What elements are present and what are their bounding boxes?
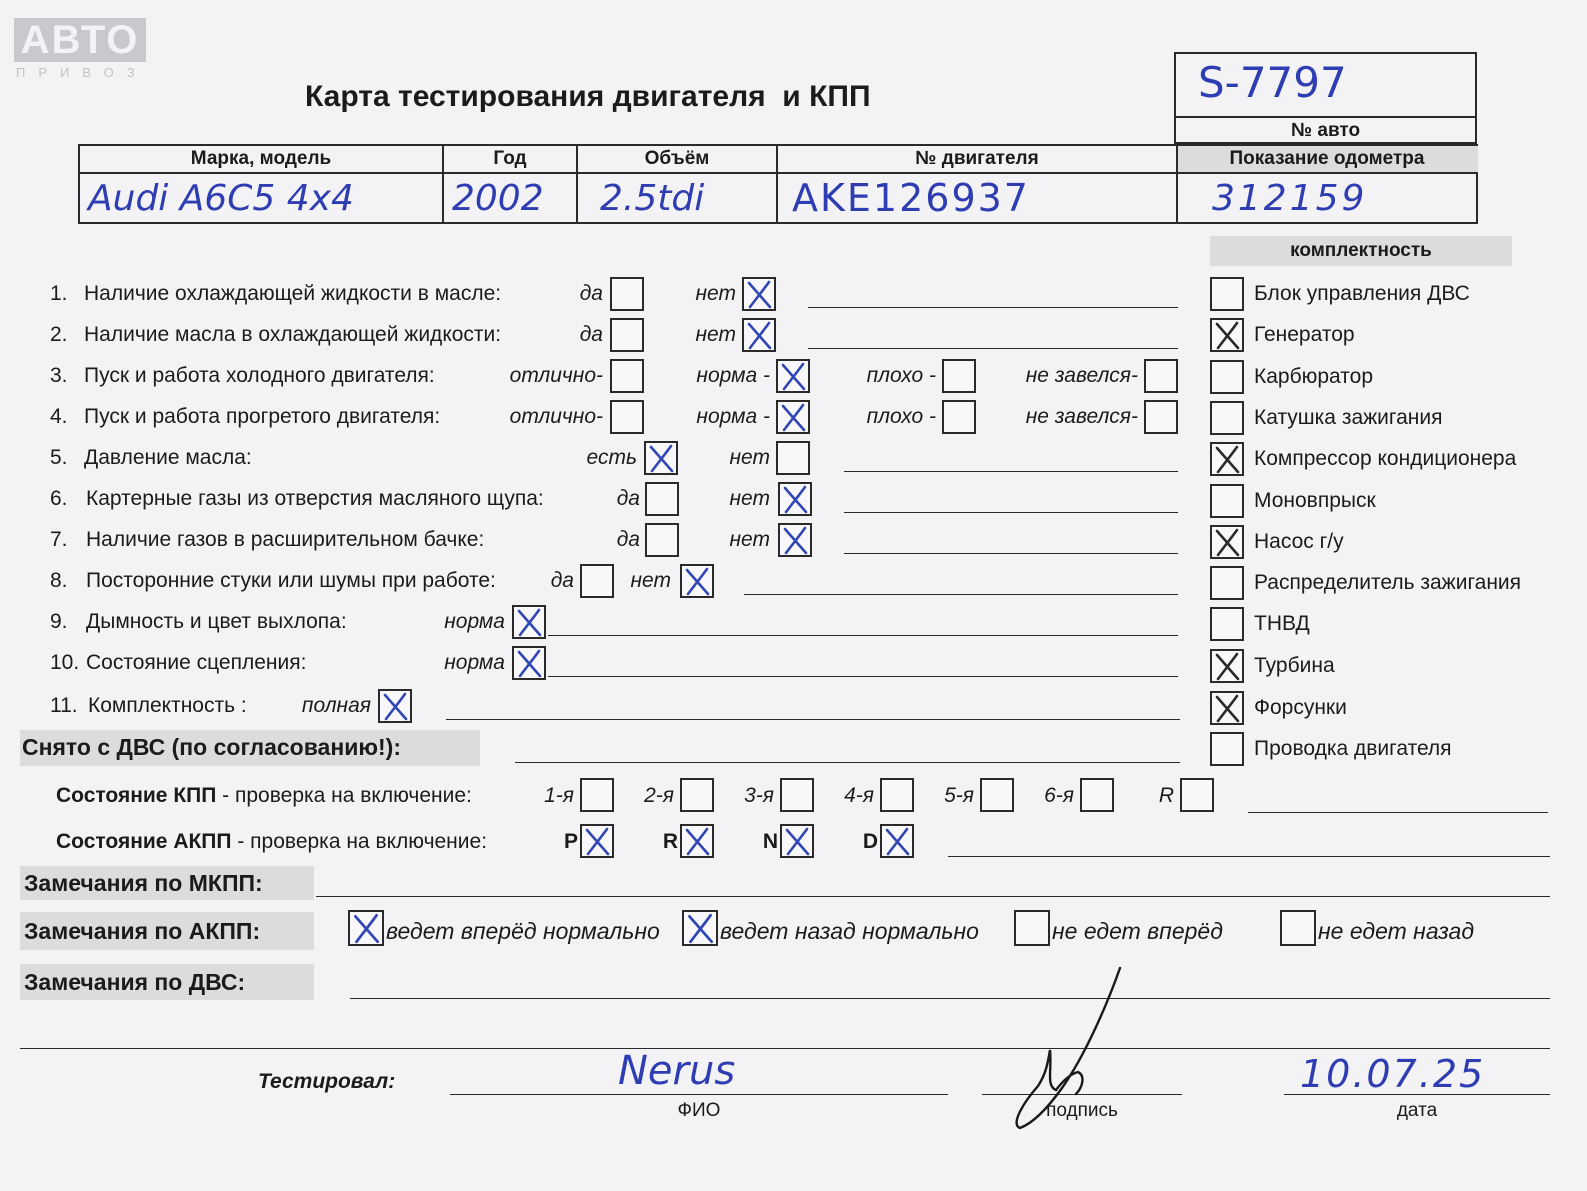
kit-item-label: Компрессор кондиционера [1254, 447, 1517, 470]
check-label: Посторонние стуки или шумы при работе: [86, 569, 496, 592]
option-label: отлично- [509, 364, 603, 387]
option-checkbox[interactable] [512, 605, 546, 639]
kit-checkbox[interactable] [1210, 484, 1244, 518]
check-mark-icon [742, 277, 776, 311]
kit-checkbox[interactable] [1210, 732, 1244, 766]
option-checkbox[interactable] [680, 564, 714, 598]
akpp-remark-checkbox[interactable] [1280, 910, 1316, 946]
removed-line [515, 762, 1180, 763]
check-number: 11. [50, 694, 78, 717]
check-label: Наличие масла в охлаждающей жидкости: [84, 323, 502, 346]
check-number: 1. [50, 282, 68, 305]
check-mark-icon [778, 523, 812, 557]
option-checkbox[interactable] [610, 318, 644, 352]
akpp-gear-checkbox[interactable] [580, 824, 614, 858]
akpp-gear-label: R [662, 830, 678, 853]
check-mark-icon [742, 318, 776, 352]
check-number: 2. [50, 323, 68, 346]
option-checkbox[interactable] [778, 523, 812, 557]
akpp-remark-label: не едет назад [1318, 918, 1475, 944]
date-caption: дата [1396, 1100, 1438, 1121]
check-mark-icon [348, 910, 384, 946]
kit-checkbox[interactable] [1210, 277, 1244, 311]
option-label: да [616, 528, 640, 551]
gear-checkbox[interactable] [880, 778, 914, 812]
check-label: Наличие газов в расширительном бачке: [86, 528, 485, 551]
akpp-line [948, 856, 1550, 857]
option-label: норма - [696, 364, 770, 387]
akpp-remark-checkbox[interactable] [348, 910, 384, 946]
option-checkbox[interactable] [742, 318, 776, 352]
header-odometer: Показание одометра [1229, 148, 1425, 169]
check-mark-icon [778, 482, 812, 516]
check-number: 8. [50, 569, 68, 592]
akpp-remark-checkbox[interactable] [1014, 910, 1050, 946]
kit-item-label: Турбина [1254, 654, 1335, 677]
option-label: нет [729, 487, 770, 510]
kit-item-label: Карбюратор [1254, 365, 1374, 388]
gear-label: 2-я [644, 784, 674, 807]
answer-line [548, 635, 1178, 636]
kit-item-label: Блок управления ДВС [1254, 282, 1470, 305]
name-caption: ФИО [677, 1100, 721, 1121]
header-engine-number: № двигателя [915, 148, 1039, 169]
date-line [1284, 1094, 1550, 1095]
header-make-model: Марка, модель [190, 148, 332, 169]
check-mark-icon [1210, 442, 1244, 476]
option-label: плохо - [866, 364, 936, 387]
answer-line [844, 512, 1178, 513]
logo-main: АВТО [14, 18, 146, 62]
akpp-gear-checkbox[interactable] [880, 824, 914, 858]
gear-label: 3-я [744, 784, 774, 807]
check-number: 6. [50, 487, 68, 510]
answer-line [808, 307, 1178, 308]
check-mark-icon [1210, 318, 1244, 352]
gear-checkbox[interactable] [1080, 778, 1114, 812]
kit-item-label: Форсунки [1254, 696, 1347, 719]
check-mark-icon [1210, 691, 1244, 725]
check-mark-icon [378, 689, 412, 723]
option-label: норма [444, 651, 505, 674]
answer-line [744, 594, 1178, 595]
check-label: Картерные газы из отверстия масляного щупа: [86, 487, 544, 510]
value-year: 2002 [452, 178, 544, 219]
option-label: плохо - [866, 405, 936, 428]
option-checkbox[interactable] [942, 359, 976, 393]
name-line [450, 1094, 948, 1095]
option-checkbox[interactable] [778, 482, 812, 516]
check-mark-icon [512, 605, 546, 639]
check-mark-icon [680, 824, 714, 858]
remarks-dvs-line-2 [20, 1048, 1550, 1049]
option-label: нет [630, 569, 671, 592]
remarks-dvs-label: Замечания по ДВС: [24, 969, 246, 995]
check-mark-icon [1210, 649, 1244, 683]
option-checkbox[interactable] [776, 359, 810, 393]
car-number-box [1174, 52, 1477, 144]
gear-checkbox[interactable] [1180, 778, 1214, 812]
check-label: Пуск и работа холодного двигателя: [84, 364, 435, 387]
kit-item-label: Катушка зажигания [1254, 406, 1443, 429]
remarks-akpp-label: Замечания по АКПП: [24, 918, 261, 944]
option-checkbox[interactable] [942, 400, 976, 434]
kit-checkbox[interactable] [1210, 401, 1244, 435]
check-number: 5. [50, 446, 68, 469]
option-label: да [579, 282, 603, 305]
check-mark-icon [776, 400, 810, 434]
tester-name: Nerus [618, 1048, 736, 1094]
check-mark-icon [880, 824, 914, 858]
test-date: 10.07.25 [1300, 1052, 1486, 1096]
akpp-remark-label: ведет назад нормально [720, 918, 979, 944]
gear-checkbox[interactable] [580, 778, 614, 812]
check-number: 3. [50, 364, 68, 387]
value-volume: 2.5tdi [600, 178, 705, 219]
option-label: полная [301, 694, 371, 717]
check-label: Комплектность : [88, 694, 247, 717]
signature-caption: подпись [1046, 1100, 1118, 1121]
option-label: не завелся- [1025, 405, 1138, 428]
check-number: 9. [50, 610, 68, 633]
option-checkbox[interactable] [644, 441, 678, 475]
option-label: да [616, 487, 640, 510]
gear-label: 6-я [1044, 784, 1074, 807]
option-label: да [579, 323, 603, 346]
option-checkbox[interactable] [378, 689, 412, 723]
value-odometer: 312159 [1212, 178, 1368, 219]
remarks-mkpp-line [316, 896, 1550, 897]
option-checkbox[interactable] [1144, 400, 1178, 434]
check-label: Состояние сцепления: [86, 651, 307, 674]
akpp-label-rest: - проверка на включение: [231, 830, 488, 853]
kpp-label-bold: Состояние КПП [56, 784, 217, 807]
kit-item-label: Генератор [1254, 323, 1355, 346]
remarks-mkpp-label: Замечания по МКПП: [24, 870, 263, 896]
akpp-gear-label: N [762, 830, 778, 853]
vehicle-info-table [78, 144, 1478, 224]
akpp-remark-checkbox[interactable] [682, 910, 718, 946]
answer-line [446, 719, 1180, 720]
option-checkbox[interactable] [610, 277, 644, 311]
answer-line [844, 471, 1178, 472]
option-checkbox[interactable] [580, 564, 614, 598]
document-title: Карта тестирования двигателя и КПП [305, 80, 871, 113]
logo-sub: ПРИВОЗ [16, 65, 148, 80]
check-mark-icon [644, 441, 678, 475]
check-mark-icon [682, 910, 718, 946]
kit-checkbox[interactable] [1210, 360, 1244, 394]
car-number-divider [1176, 116, 1475, 118]
check-mark-icon [1210, 525, 1244, 559]
check-label: Пуск и работа прогретого двигателя: [84, 405, 441, 428]
akpp-gear-label: P [563, 830, 578, 853]
gear-label: 4-я [844, 784, 874, 807]
check-mark-icon [680, 564, 714, 598]
option-label: норма [444, 610, 505, 633]
check-mark-icon [580, 824, 614, 858]
check-label: Давление масла: [84, 446, 252, 469]
kit-item-label: Распределитель зажигания [1254, 571, 1522, 594]
kit-checkbox[interactable] [1210, 607, 1244, 641]
header-volume: Объём [644, 148, 710, 169]
kpp-label [56, 784, 472, 808]
removed-label: Снято с ДВС (по согласованию!): [22, 734, 401, 760]
remarks-dvs-line-1 [350, 998, 1550, 999]
option-label: отлично- [509, 405, 603, 428]
akpp-remark-label: не едет вперёд [1052, 918, 1223, 944]
kit-item-label: ТНВД [1254, 612, 1310, 635]
kit-checkbox[interactable] [1210, 318, 1244, 352]
check-number: 4. [50, 405, 68, 428]
gear-checkbox[interactable] [680, 778, 714, 812]
value-make-model: Audi A6C5 4x4 [88, 178, 354, 219]
kit-checkbox[interactable] [1210, 442, 1244, 476]
answer-line [844, 553, 1178, 554]
header-year: Год [493, 148, 527, 169]
kit-item-label: Насос г/у [1254, 530, 1344, 553]
gear-checkbox[interactable] [780, 778, 814, 812]
option-label: есть [586, 446, 637, 469]
akpp-label-bold: Состояние АКПП [56, 830, 232, 853]
akpp-gear-label: D [862, 830, 878, 853]
option-checkbox[interactable] [512, 646, 546, 680]
option-checkbox[interactable] [742, 277, 776, 311]
signature [990, 962, 1130, 1132]
akpp-gear-checkbox[interactable] [680, 824, 714, 858]
option-label: норма - [696, 405, 770, 428]
akpp-label [56, 830, 487, 854]
gear-label: 5-я [944, 784, 974, 807]
option-checkbox[interactable] [610, 400, 644, 434]
kit-checkbox[interactable] [1210, 566, 1244, 600]
check-number: 7. [50, 528, 68, 551]
option-label: нет [729, 528, 770, 551]
gear-label: 1-я [544, 784, 574, 807]
kit-checkbox[interactable] [1210, 649, 1244, 683]
kpp-label-rest: - проверка на включение: [216, 784, 472, 807]
akpp-remark-label: ведет вперёд нормально [386, 918, 660, 944]
check-label: Наличие охлаждающей жидкости в масле: [84, 282, 502, 305]
option-label: нет [695, 323, 736, 346]
answer-line [808, 348, 1178, 349]
kit-checkbox[interactable] [1210, 525, 1244, 559]
kit-item-label: Моновпрыск [1254, 489, 1376, 512]
logo [14, 18, 148, 84]
option-label: нет [695, 282, 736, 305]
tested-by-label: Тестировал: [258, 1070, 396, 1093]
kit-checkbox[interactable] [1210, 691, 1244, 725]
check-mark-icon [776, 359, 810, 393]
check-number: 10. [50, 651, 80, 674]
option-label: не завелся- [1025, 364, 1138, 387]
akpp-gear-checkbox[interactable] [780, 824, 814, 858]
option-checkbox[interactable] [610, 359, 644, 393]
gear-checkbox[interactable] [980, 778, 1014, 812]
option-checkbox[interactable] [645, 482, 679, 516]
option-checkbox[interactable] [776, 400, 810, 434]
gear-label: R [1158, 784, 1174, 807]
option-label: да [550, 569, 574, 592]
check-mark-icon [780, 824, 814, 858]
value-engine-number: AKE126937 [792, 176, 1030, 220]
option-checkbox[interactable] [776, 441, 810, 475]
check-mark-icon [512, 646, 546, 680]
car-number-value: S-7797 [1198, 58, 1347, 107]
car-number-label: № авто [1290, 120, 1361, 141]
kit-item-label: Проводка двигателя [1254, 737, 1452, 760]
kpp-line [1248, 812, 1548, 813]
option-label: нет [729, 446, 770, 469]
answer-line [548, 676, 1178, 677]
kit-title: комплектность [1290, 240, 1432, 261]
table-header-divider [80, 172, 1476, 174]
option-checkbox[interactable] [1144, 359, 1178, 393]
option-checkbox[interactable] [645, 523, 679, 557]
check-label: Дымность и цвет выхлопа: [86, 610, 347, 633]
